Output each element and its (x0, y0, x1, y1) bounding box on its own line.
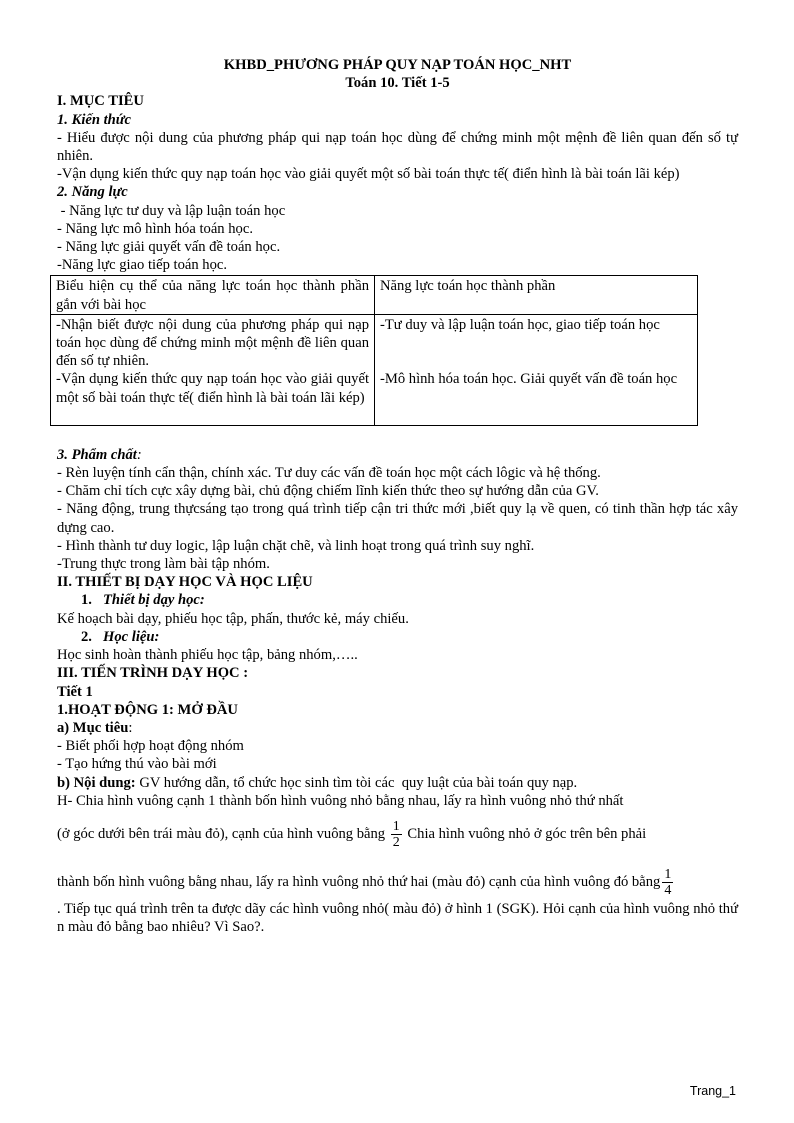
fraction-one-half (391, 819, 402, 850)
goal-heading-line (57, 719, 738, 737)
table-cell (51, 314, 375, 425)
table-header-cell: Năng lực toán học thành phần (375, 276, 698, 314)
problem-text-fraction-line (57, 862, 738, 902)
goal-label: a) Mục tiêu (57, 719, 129, 736)
goal-item: - Biết phối hợp hoạt động nhóm (57, 738, 244, 755)
section-heading-objectives: I. MỤC TIÊU (57, 93, 144, 110)
table-cell-spacer (56, 407, 369, 425)
fraction-denominator: 4 (664, 883, 672, 899)
list-label: Thiết bị dạy học: (103, 592, 205, 609)
quality-item: -Trung thực trong làm bài tập nhóm. (57, 556, 270, 573)
document-title: KHBD_PHƯƠNG PHÁP QUY NẠP TOÁN HỌC_NHT (223, 57, 572, 73)
problem-text: Chia hình vuông nhỏ ở góc trên bên phải (403, 825, 647, 842)
list-number: 2. (81, 628, 92, 645)
table-header-row (51, 276, 698, 314)
list-number: 1. (81, 592, 92, 609)
subheading-knowledge: 1. Kiến thức (57, 111, 132, 128)
list-label: Học liệu: (103, 628, 160, 645)
subheading-quality-colon: : (136, 446, 142, 463)
knowledge-item: - Hiểu được nội dung của phương pháp qui nạp toán học dùng để chứng minh một mệnh đề liên quan đến số tự nhiên. (57, 129, 738, 165)
fraction-numerator: 1 (392, 819, 400, 835)
quality-item: - Hình thành tư duy logic, lập luận chặt chẽ, và linh hoạt trong quá trình suy nghĩ. (57, 537, 535, 554)
problem-text: thành bốn hình vuông bằng nhau, lấy ra hình vuông nhỏ thứ hai (màu đỏ) cạnh của hình vuông đó bằng (57, 873, 661, 890)
materials-item-label (81, 628, 738, 646)
quality-item: - Rèn luyện tính cẩn thận, chính xác. Tư duy các vấn đề toán học một cách lôgic và hệ thống. (57, 465, 601, 482)
competence-item: -Năng lực giao tiếp toán học. (57, 257, 228, 274)
equipment-text: Kế hoạch bài dạy, phiếu học tập, phấn, thước kẻ, máy chiếu. (57, 610, 409, 627)
goal-item: - Tạo hứng thú vào bài mới (57, 756, 217, 773)
document-page (57, 56, 738, 936)
table-cell (375, 314, 698, 425)
subheading-quality: 3. Phẩm chất (57, 446, 137, 463)
problem-text-fraction-line (57, 814, 738, 854)
page-number: Trang_1 (689, 1084, 736, 1098)
document-subtitle: Toán 10. Tiết 1-5 (345, 75, 450, 92)
lesson-label: Tiết 1 (57, 683, 93, 700)
table-header-cell: Biểu hiện cụ thể của năng lực toán học thành phần gắn với bài học (51, 276, 375, 314)
fraction-numerator: 1 (664, 867, 672, 883)
table-row (51, 314, 698, 425)
spacer (57, 426, 738, 446)
table-cell-text: -Vận dụng kiến thức quy nạp toán học vào giải quyết một số bài toán thực tế( điển hình là bài toán lãi kép) (56, 371, 369, 406)
fraction-denominator: 2 (392, 835, 400, 851)
problem-text: . Tiếp tục quá trình trên ta được dãy các hình vuông nhỏ( màu đỏ) ở hình 1 (SGK). Hỏi cạnh của hình vuông nhỏ thứ n màu đỏ bằng bao nhiêu? Vì Sao?. (57, 900, 738, 936)
content-line (57, 774, 738, 792)
competence-table (50, 275, 698, 425)
goal-colon: : (128, 719, 133, 736)
table-cell-text: -Tư duy và lập luận toán học, giao tiếp toán học (380, 316, 660, 333)
section-heading-process: III. TIẾN TRÌNH DẠY HỌC : (57, 665, 249, 682)
competence-item: - Năng lực mô hình hóa toán học. (57, 220, 253, 237)
fraction-one-quarter (662, 867, 673, 898)
knowledge-item: -Vận dụng kiến thức quy nạp toán học vào giải quyết một số bài toán thực tế( điển hình là bài toán lãi kép) (57, 166, 680, 183)
table-cell-text: -Mô hình hóa toán học. Giải quyết vấn đề toán học (380, 371, 678, 388)
section-heading-equipment: II. THIẾT BỊ DẠY HỌC VÀ HỌC LIỆU (57, 574, 313, 591)
table-cell-text: -Nhận biết được nội dung của phương pháp qui nạp toán học dùng để chứng minh một mệnh đề liên quan đến số tự nhiên. (56, 316, 369, 370)
content-label: b) Nội dung: (57, 774, 136, 791)
activity-heading: 1.HOẠT ĐỘNG 1: MỞ ĐẦU (57, 701, 238, 718)
subheading-quality-line (57, 446, 738, 464)
subheading-competence: 2. Năng lực (57, 184, 128, 201)
content-text: GV hướng dẫn, tổ chức học sinh tìm tòi các quy luật của bài toán quy nạp. (135, 774, 578, 791)
competence-item: - Năng lực giải quyết vấn đề toán học. (57, 239, 281, 256)
problem-text: (ở góc dưới bên trái màu đỏ), cạnh của hình vuông bằng (57, 825, 386, 842)
competence-item: - Năng lực tư duy và lập luận toán học (57, 202, 286, 219)
quality-item: - Năng động, trung thựcsáng tạo trong quá trình tiếp cận tri thức mới ,biết quy lạ về quen, có tinh thần hợp tác xây dựng cao. (57, 501, 738, 536)
equipment-item-label (81, 591, 738, 609)
materials-text: Học sinh hoàn thành phiếu học tập, bảng nhóm,….. (57, 647, 358, 664)
table-cell-spacer (380, 334, 692, 370)
problem-text: H- Chia hình vuông cạnh 1 thành bốn hình vuông nhỏ bằng nhau, lấy ra hình vuông nhỏ thứ nhất (57, 792, 624, 809)
quality-item: - Chăm chỉ tích cực xây dựng bài, chủ động chiếm lĩnh kiến thức theo sự hướng dẫn của GV. (57, 483, 599, 500)
